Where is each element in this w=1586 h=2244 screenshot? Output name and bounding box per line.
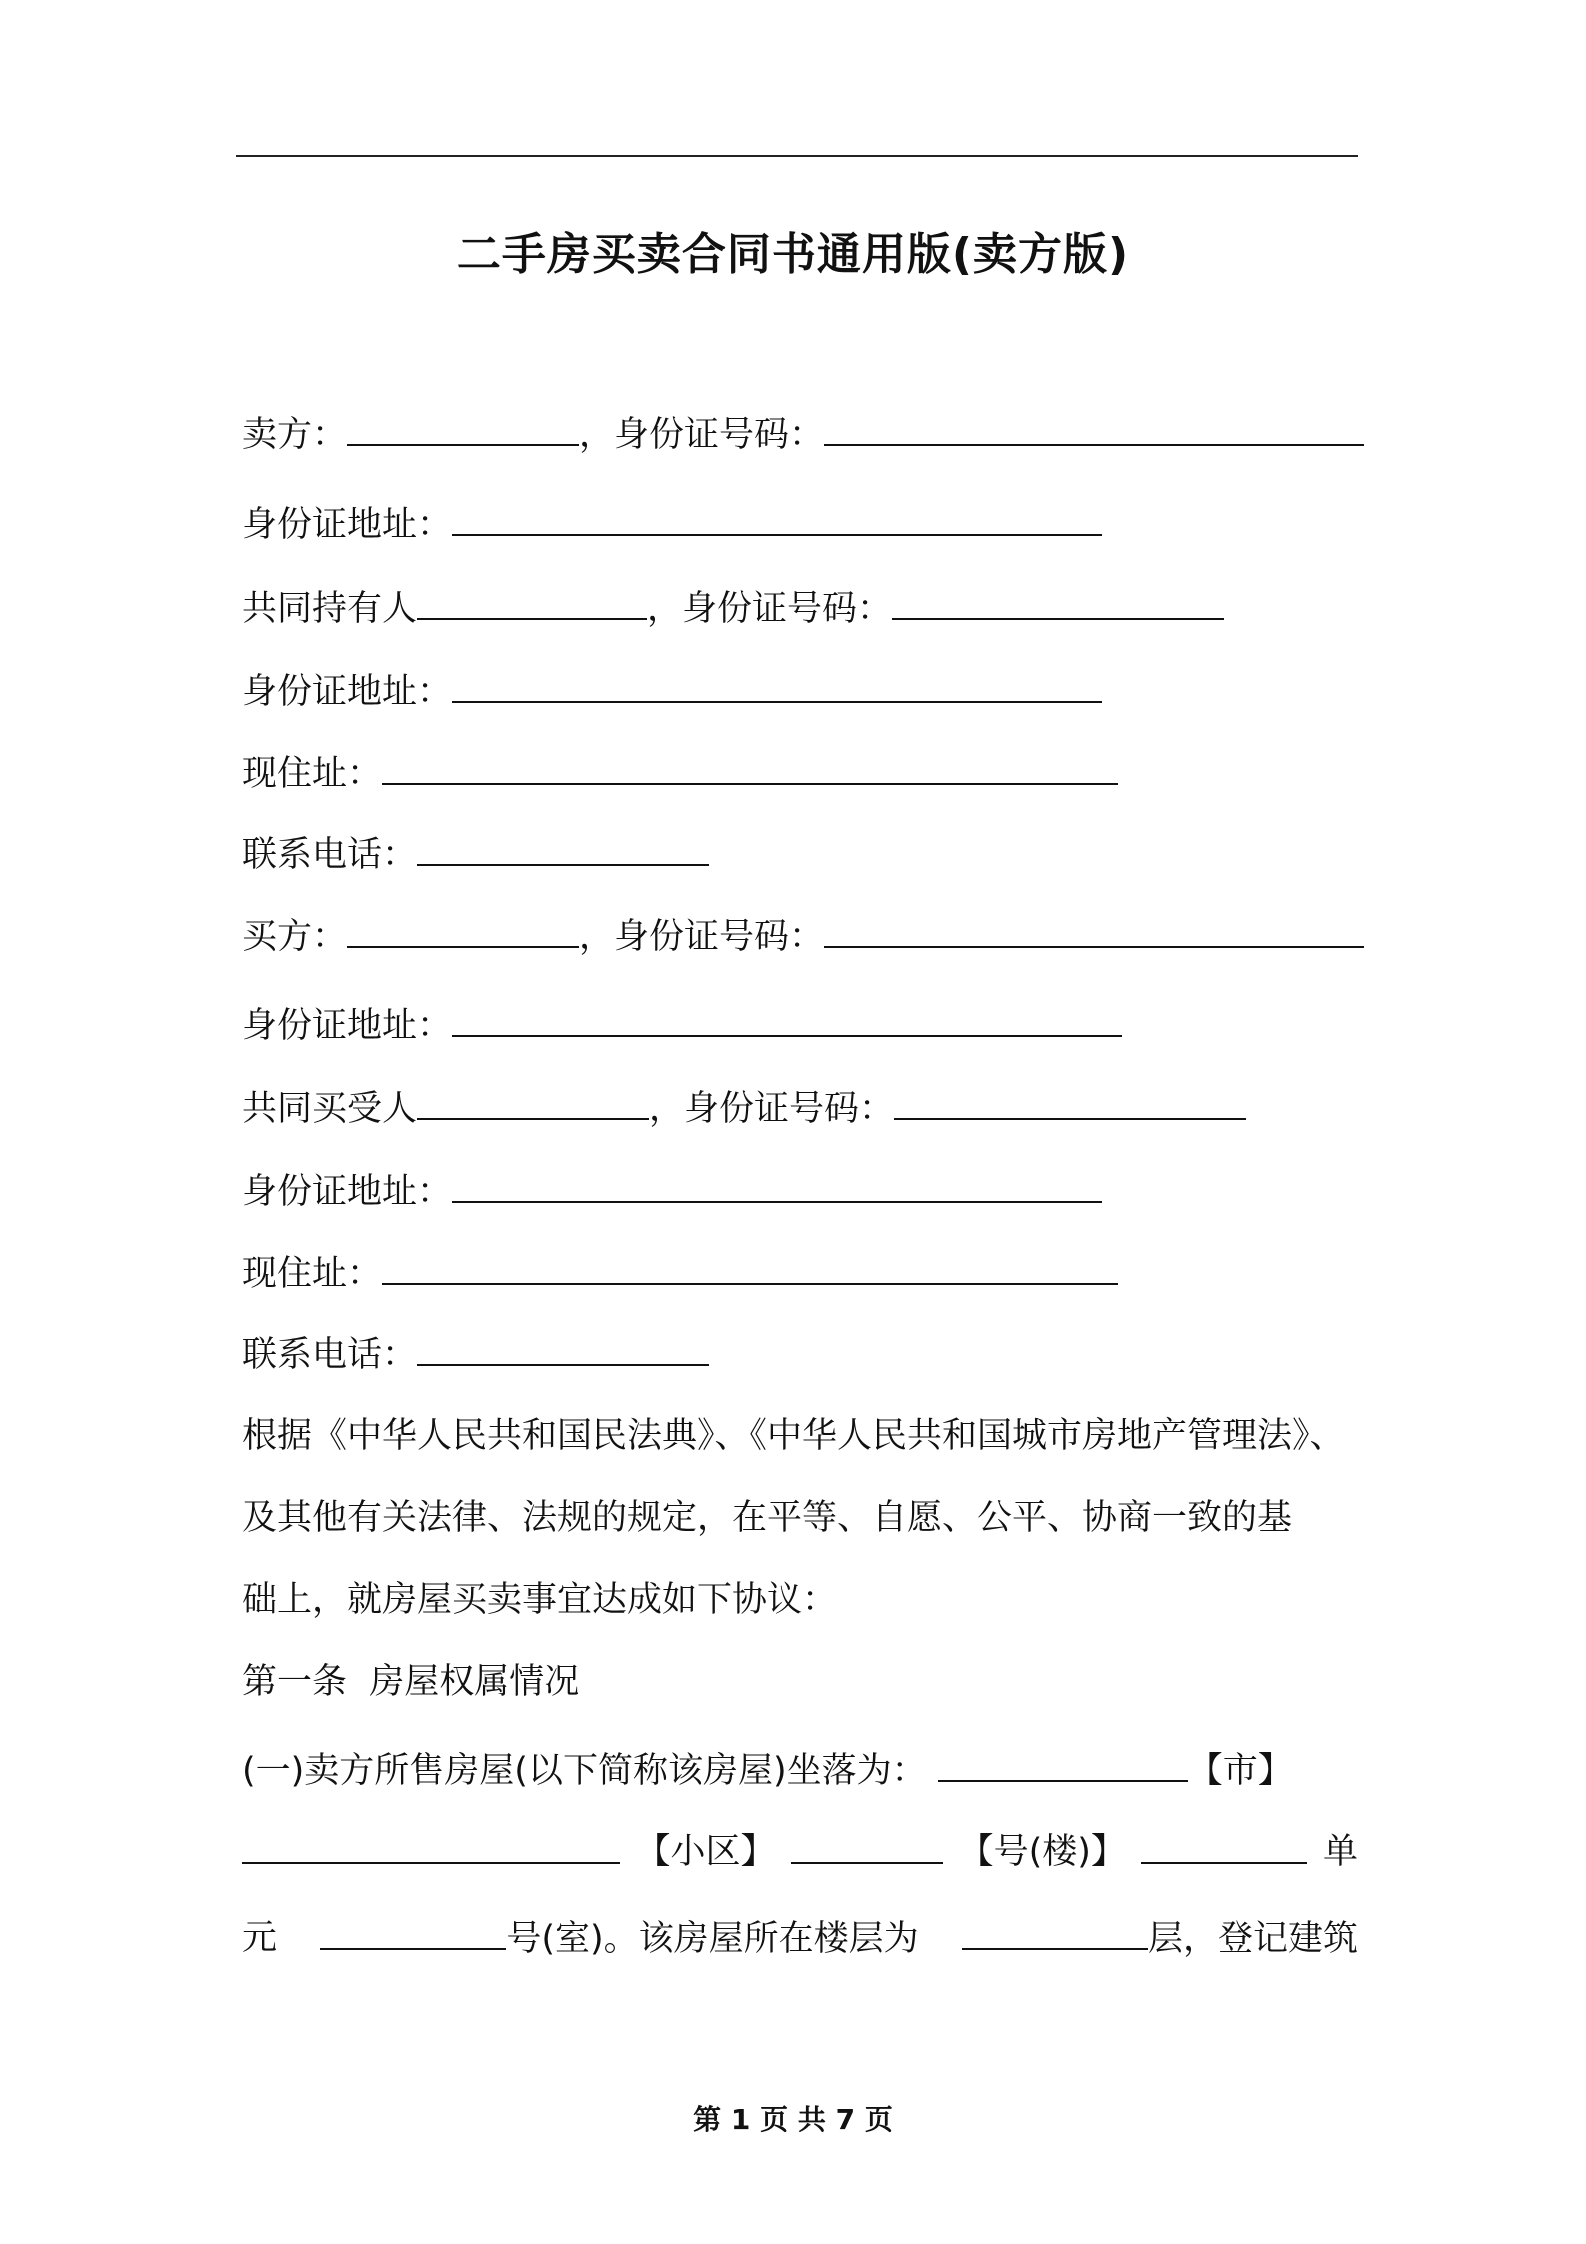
seller-current-address-blank[interactable] xyxy=(382,753,1118,785)
co-buyer-id-blank[interactable] xyxy=(894,1088,1246,1120)
buyer-line xyxy=(242,916,1358,957)
seller-label: 卖方： xyxy=(242,415,348,455)
buyer-current-address-label: 现住址： xyxy=(242,1254,383,1294)
co-owner-name-blank[interactable] xyxy=(417,588,647,620)
co-owner-label: 共同持有人 xyxy=(242,589,418,629)
article-1-heading: 第一条 房屋权属情况 xyxy=(242,1662,580,1702)
buyer-id-address-label: 身份证地址： xyxy=(242,1006,453,1046)
buyer-phone-line xyxy=(242,1334,1358,1375)
co-owner-address-label: 身份证地址： xyxy=(242,672,453,712)
city-blank[interactable] xyxy=(938,1750,1188,1782)
co-buyer-address-blank[interactable] xyxy=(452,1171,1102,1203)
buyer-current-address-blank[interactable] xyxy=(382,1253,1118,1285)
buyer-id-blank[interactable] xyxy=(824,916,1364,948)
seller-id-address-line xyxy=(242,504,1358,545)
room-blank[interactable] xyxy=(320,1918,506,1950)
item-1-prefix: (一)卖方所售房屋(以下简称该房屋)坐落为： xyxy=(242,1751,927,1791)
seller-id-label: ，身份证号码： xyxy=(579,415,825,455)
article-1-item-1-line-3 xyxy=(242,1918,1358,1959)
building-label: 【号(楼)】 xyxy=(958,1832,1126,1872)
floor-blank[interactable] xyxy=(962,1918,1148,1950)
co-buyer-name-blank[interactable] xyxy=(417,1088,649,1120)
co-owner-line xyxy=(242,588,1358,629)
unit-char-1: 单 xyxy=(1322,1832,1358,1872)
unit-char-2: 元 xyxy=(242,1918,278,1958)
co-owner-address-blank[interactable] xyxy=(452,671,1102,703)
buyer-name-blank[interactable] xyxy=(347,916,579,948)
seller-id-address-label: 身份证地址： xyxy=(242,505,453,545)
seller-current-address-line xyxy=(242,753,1358,794)
floor-label: 层，登记建筑 xyxy=(1147,1919,1358,1959)
seller-phone-blank[interactable] xyxy=(417,834,709,866)
buyer-current-address-line xyxy=(242,1253,1358,1294)
page-footer: 第 1 页 共 7 页 xyxy=(693,2103,893,2136)
article-1-item-1-line-2 xyxy=(242,1832,1358,1872)
district-label: 【小区】 xyxy=(635,1832,776,1872)
preamble-line-3: 础上，就房屋买卖事宜达成如下协议： xyxy=(242,1580,838,1620)
preamble-line-2: 及其他有关法律、法规的规定，在平等、自愿、公平、协商一致的基 xyxy=(242,1498,1293,1538)
preamble-line-1: 根据《中华人民共和国民法典》、《中华人民共和国城市房地产管理法》、 xyxy=(242,1416,1345,1456)
seller-id-blank[interactable] xyxy=(824,414,1364,446)
co-owner-id-label: ，身份证号码： xyxy=(647,589,893,629)
unit-blank[interactable] xyxy=(1141,1832,1307,1864)
document-title: 二手房买卖合同书通用版(卖方版) xyxy=(456,229,1130,280)
buyer-id-address-blank[interactable] xyxy=(452,1005,1122,1037)
co-buyer-label: 共同买受人 xyxy=(242,1089,418,1129)
co-buyer-line xyxy=(242,1088,1358,1129)
seller-phone-label: 联系电话： xyxy=(242,835,418,875)
seller-id-address-blank[interactable] xyxy=(452,504,1102,536)
buyer-label: 买方： xyxy=(242,917,348,957)
co-buyer-address-line xyxy=(242,1171,1358,1212)
city-label: 【市】 xyxy=(1187,1751,1293,1791)
buyer-phone-blank[interactable] xyxy=(417,1334,709,1366)
buyer-id-label: ，身份证号码： xyxy=(579,917,825,957)
room-label: 号(室)。该房屋所在楼层为 xyxy=(506,1919,919,1959)
header-rule xyxy=(236,155,1358,157)
seller-line xyxy=(242,414,1358,455)
co-owner-id-blank[interactable] xyxy=(892,588,1224,620)
buyer-id-address-line xyxy=(242,1005,1358,1046)
building-blank[interactable] xyxy=(791,1832,943,1864)
buyer-phone-label: 联系电话： xyxy=(242,1335,418,1375)
co-buyer-id-label: ，身份证号码： xyxy=(649,1089,895,1129)
article-1-item-1-line-1 xyxy=(242,1750,1358,1791)
co-buyer-address-label: 身份证地址： xyxy=(242,1172,453,1212)
seller-name-blank[interactable] xyxy=(347,414,579,446)
district-blank[interactable] xyxy=(242,1832,620,1864)
seller-phone-line xyxy=(242,834,1358,875)
seller-current-address-label: 现住址： xyxy=(242,754,383,794)
co-owner-address-line xyxy=(242,671,1358,712)
